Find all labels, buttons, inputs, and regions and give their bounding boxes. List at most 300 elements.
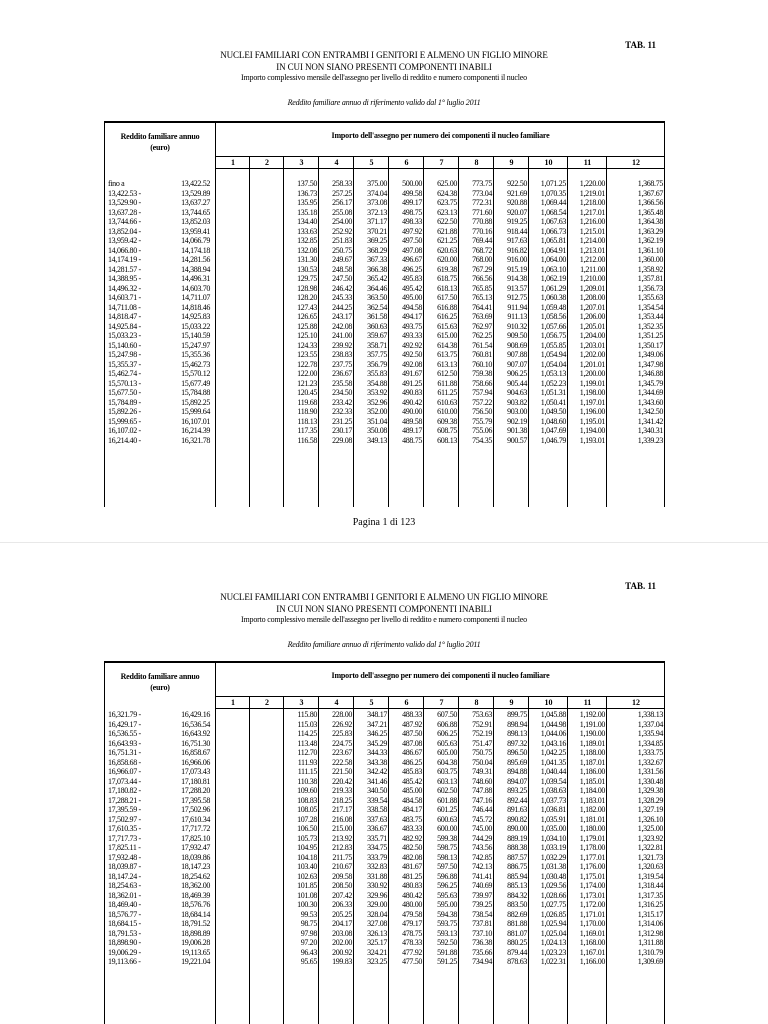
table-row	[104, 843, 665, 853]
amount-cell: 1,210.00	[579, 274, 605, 283]
amount-cell: 200.92	[332, 947, 352, 957]
amount-cell: 1,331.56	[637, 767, 663, 776]
amount-cell: 489.17	[402, 426, 422, 435]
amount-cell: 98.75	[300, 919, 317, 928]
income-from: 17,288.21 -	[108, 795, 141, 805]
amount-cell: 734.94	[472, 957, 492, 966]
amount-cell: 1,346.88	[637, 369, 663, 378]
amount-cell: 1,327.19	[637, 805, 663, 814]
amount-cell: 497.50	[402, 236, 422, 245]
table-row	[104, 862, 665, 872]
amount-cell: 256.17	[332, 198, 352, 207]
amount-column-header: Importo dell'assegno per numero dei componenti il nucleo familiare	[331, 671, 550, 680]
amount-cell: 349.13	[367, 435, 387, 445]
income-to: 17,180.81	[181, 776, 210, 786]
income-to: 17,932.47	[181, 843, 210, 852]
amount-cell: 921.69	[507, 188, 527, 198]
amount-cell: 1,204.00	[579, 331, 605, 340]
component-number: 12	[632, 158, 640, 167]
income-from: 15,784.89 -	[108, 397, 141, 407]
component-number: 9	[509, 158, 514, 167]
amount-cell: 330.92	[367, 881, 387, 890]
income-to: 16,643.92	[181, 729, 210, 738]
income-from: 13,637.28 -	[108, 207, 141, 217]
amount-cell: 364.46	[367, 283, 387, 293]
amount-cell: 492.50	[402, 350, 422, 359]
amount-cell: 111.15	[297, 767, 317, 776]
amount-cell: 1,322.81	[637, 843, 663, 852]
amount-cell: 1,175.01	[579, 871, 605, 881]
component-number: 5	[369, 698, 374, 707]
amount-cell: 1,184.00	[579, 786, 605, 795]
amount-cell: 1,367.67	[637, 188, 663, 198]
amount-cell: 132.08	[297, 245, 317, 255]
amount-cell: 608.75	[437, 426, 457, 435]
table-row	[104, 246, 665, 256]
amount-cell: 621.25	[437, 236, 457, 245]
document-title-line2: IN CUI NON SIANO PRESENTI COMPONENTI INABILI	[276, 62, 492, 72]
amount-cell: 1,181.01	[579, 814, 605, 824]
amount-cell: 374.04	[367, 188, 387, 198]
amount-cell: 1,170.00	[579, 919, 605, 928]
amount-cell: 104.18	[297, 852, 317, 862]
table-row	[104, 938, 665, 948]
amount-cell: 771.60	[472, 207, 492, 217]
amount-cell: 1,349.06	[637, 350, 663, 359]
amount-cell: 327.08	[367, 919, 387, 928]
amount-cell: 605.00	[437, 748, 457, 757]
amount-cell: 337.63	[367, 814, 387, 824]
table-row	[104, 312, 665, 322]
amount-cell: 1,064.00	[540, 255, 566, 264]
amount-cell: 1,202.00	[579, 350, 605, 359]
table-row	[104, 369, 665, 379]
amount-cell: 495.83	[402, 274, 422, 283]
amount-cell: 623.75	[437, 198, 457, 207]
amount-cell: 1,026.85	[540, 909, 566, 919]
amount-cell: 1,347.98	[637, 359, 663, 369]
amount-cell: 1,314.06	[637, 919, 663, 928]
amount-cell: 101.08	[297, 890, 317, 900]
amount-cell: 118.13	[297, 416, 317, 426]
amount-cell: 1,356.73	[637, 283, 663, 293]
amount-cell: 1,350.17	[637, 340, 663, 350]
amount-cell: 756.50	[472, 407, 492, 416]
income-from: 14,066.80 -	[108, 245, 141, 255]
amount-cell: 1,186.00	[579, 767, 605, 776]
amount-cell: 889.19	[507, 833, 527, 843]
amount-cell: 1,041.35	[540, 757, 566, 767]
amount-cell: 482.50	[402, 843, 422, 852]
income-from: 17,073.44 -	[108, 776, 141, 786]
amount-cell: 495.00	[402, 293, 422, 302]
amount-cell: 593.75	[437, 919, 457, 928]
table-row	[104, 179, 665, 189]
amount-cell: 483.75	[402, 814, 422, 824]
income-from: 14,603.71 -	[108, 293, 141, 302]
table-row	[104, 891, 665, 901]
amount-cell: 1,047.69	[540, 426, 566, 435]
amount-cell: 604.38	[437, 757, 457, 767]
amount-cell: 100.30	[297, 900, 317, 909]
amount-cell: 129.75	[297, 274, 317, 283]
income-column-header: Reddito familiare annuo (euro)	[120, 132, 200, 152]
amount-cell: 121.23	[297, 378, 317, 388]
income-to: 14,066.79	[181, 236, 210, 245]
page-footer: Pagina 1 di 123	[352, 517, 416, 528]
income-from: 17,610.35 -	[108, 824, 141, 833]
income-to: 19,006.28	[181, 938, 210, 947]
amount-cell: 916.00	[507, 255, 527, 264]
amount-cell: 331.88	[367, 871, 387, 881]
amount-cell: 757.22	[472, 397, 492, 407]
amount-cell: 498.33	[402, 217, 422, 226]
amount-cell: 1,067.63	[540, 217, 566, 226]
amount-cell: 484.17	[402, 805, 422, 814]
tab-label: TAB. 11	[625, 581, 656, 591]
amount-cell: 773.04	[472, 188, 492, 198]
income-from: 14,496.32 -	[108, 283, 141, 293]
amount-cell: 907.88	[507, 350, 527, 359]
amount-cell: 375.00	[367, 179, 387, 188]
table-row	[104, 265, 665, 275]
table-row	[104, 274, 665, 284]
amount-cell: 1,052.23	[540, 378, 566, 388]
amount-cell: 894.07	[507, 776, 527, 786]
amount-cell: 102.63	[297, 871, 317, 881]
income-to: 15,033.22	[181, 321, 210, 331]
amount-cell: 1,201.01	[579, 359, 605, 369]
benefit-table	[104, 121, 665, 507]
amount-cell: 1,180.00	[579, 824, 605, 833]
income-to: 16,321.78	[181, 435, 210, 445]
amount-cell: 477.92	[402, 947, 422, 957]
amount-cell: 620.63	[437, 245, 457, 255]
amount-cell: 595.63	[437, 890, 457, 900]
table-row	[104, 417, 665, 427]
amount-cell: 885.94	[507, 871, 527, 881]
amount-cell: 487.92	[402, 719, 422, 729]
amount-cell: 1,188.00	[579, 748, 605, 757]
amount-cell: 361.58	[367, 312, 387, 321]
amount-cell: 898.13	[507, 729, 527, 738]
amount-cell: 1,196.00	[579, 407, 605, 416]
amount-cell: 480.42	[402, 890, 422, 900]
amount-cell: 124.33	[297, 340, 317, 350]
table-row	[104, 948, 665, 958]
amount-cell: 591.88	[437, 947, 457, 957]
amount-cell: 234.50	[332, 388, 352, 397]
income-from: 13,744.66 -	[108, 217, 141, 226]
income-from: 16,643.93 -	[108, 738, 141, 748]
amount-cell: 616.25	[437, 312, 457, 321]
amount-cell: 492.08	[402, 359, 422, 369]
document-title: NUCLEI FAMILIARI CON ENTRAMBI I GENITORI E ALMENO UN FIGLIO MINORE	[220, 50, 548, 60]
amount-cell: 1,050.41	[540, 397, 566, 407]
amount-cell: 1,029.56	[540, 881, 566, 890]
amount-cell: 887.57	[507, 852, 527, 862]
amount-cell: 1,033.19	[540, 843, 566, 852]
component-number-row	[104, 697, 665, 708]
amount-cell: 1,340.31	[637, 426, 663, 435]
amount-cell: 1,365.48	[637, 207, 663, 217]
component-number: 10	[544, 698, 553, 707]
amount-cell: 125.88	[297, 321, 317, 331]
amount-cell: 97.20	[300, 938, 317, 947]
income-to: 15,677.49	[181, 378, 210, 388]
amount-cell: 107.28	[297, 814, 317, 824]
amount-cell: 208.50	[332, 881, 352, 890]
income-to: 16,966.06	[181, 757, 210, 767]
amount-cell: 606.25	[437, 729, 457, 738]
amount-cell: 245.33	[332, 293, 352, 302]
amount-cell: 593.13	[437, 928, 457, 938]
amount-cell: 232.33	[332, 407, 352, 416]
income-to: 13,422.52	[181, 179, 210, 188]
document-subtitle: Importo complessivo mensile dell'assegno per livello di reddito e numero componenti il nucleo	[241, 73, 527, 82]
amount-cell: 1,045.88	[540, 710, 566, 719]
amount-cell: 500.00	[402, 179, 422, 188]
table-row	[104, 436, 665, 446]
amount-cell: 768.72	[472, 245, 492, 255]
amount-cell: 609.38	[437, 416, 457, 426]
component-number: 9	[509, 698, 514, 707]
amount-cell: 116.58	[297, 435, 317, 445]
table-row	[104, 853, 665, 863]
amount-cell: 1,190.00	[579, 729, 605, 738]
amount-cell: 126.65	[297, 312, 317, 321]
amount-cell: 371.17	[367, 217, 387, 226]
amount-cell: 480.83	[402, 881, 422, 890]
amount-cell: 499.58	[402, 188, 422, 198]
amount-cell: 752.91	[472, 719, 492, 729]
table-row	[104, 350, 665, 360]
table-row	[104, 388, 665, 398]
amount-cell: 338.58	[367, 805, 387, 814]
amount-cell: 910.32	[507, 321, 527, 331]
amount-cell: 1,208.00	[579, 293, 605, 302]
amount-cell: 324.21	[367, 947, 387, 957]
amount-cell: 105.73	[297, 833, 317, 843]
amount-cell: 881.07	[507, 928, 527, 938]
amount-cell: 903.82	[507, 397, 527, 407]
amount-cell: 335.71	[367, 833, 387, 843]
amount-cell: 599.38	[437, 833, 457, 843]
amount-cell: 323.25	[367, 957, 387, 966]
amount-cell: 1,035.91	[540, 814, 566, 824]
amount-cell: 1,044.98	[540, 719, 566, 729]
income-to: 14,711.07	[181, 293, 210, 302]
income-from: 17,717.73 -	[108, 833, 141, 843]
amount-cell: 610.00	[437, 407, 457, 416]
amount-cell: 1,063.10	[540, 264, 566, 274]
amount-cell: 612.50	[437, 369, 457, 378]
amount-cell: 615.63	[437, 321, 457, 331]
amount-cell: 1,199.01	[579, 378, 605, 388]
table-row	[104, 786, 665, 796]
amount-cell: 1,362.19	[637, 236, 663, 245]
amount-cell: 752.19	[472, 729, 492, 738]
amount-cell: 602.50	[437, 786, 457, 795]
amount-cell: 132.85	[297, 236, 317, 245]
income-from: 18,898.90 -	[108, 938, 141, 947]
income-from: 17,180.82 -	[108, 786, 141, 795]
amount-cell: 229.08	[332, 435, 352, 445]
amount-cell: 607.50	[437, 710, 457, 719]
amount-cell: 1,354.54	[637, 302, 663, 312]
amount-cell: 1,027.75	[540, 900, 566, 909]
amount-cell: 127.43	[297, 302, 317, 312]
income-to: 18,898.89	[181, 928, 210, 938]
amount-cell: 919.25	[507, 217, 527, 226]
income-from: 19,113.66 -	[108, 957, 141, 966]
amount-cell: 111.93	[297, 757, 317, 767]
amount-cell: 1,039.54	[540, 776, 566, 786]
tab-label: TAB. 11	[625, 40, 656, 50]
table-row	[104, 360, 665, 370]
amount-cell: 897.32	[507, 738, 527, 748]
amount-cell: 765.85	[472, 283, 492, 293]
amount-cell: 739.97	[472, 890, 492, 900]
amount-cell: 598.75	[437, 843, 457, 852]
amount-cell: 1,049.50	[540, 407, 566, 416]
component-number: 7	[439, 698, 444, 707]
amount-cell: 216.08	[332, 814, 352, 824]
amount-cell: 748.60	[472, 776, 492, 786]
amount-cell: 1,360.00	[637, 255, 663, 264]
amount-cell: 1,217.01	[579, 207, 605, 217]
amount-cell: 237.75	[332, 359, 352, 369]
amount-cell: 218.25	[332, 795, 352, 805]
amount-cell: 1,169.01	[579, 928, 605, 938]
amount-cell: 1,040.44	[540, 767, 566, 776]
income-to: 18,147.23	[181, 862, 210, 871]
component-number: 5	[369, 158, 374, 167]
income-to: 16,751.30	[181, 738, 210, 748]
amount-cell: 122.00	[297, 369, 317, 378]
income-from: 17,502.97 -	[108, 814, 141, 824]
amount-cell: 482.08	[402, 852, 422, 862]
amount-cell: 1,329.38	[637, 786, 663, 795]
amount-cell: 1,055.85	[540, 340, 566, 350]
amount-cell: 247.50	[332, 274, 352, 283]
amount-cell: 907.07	[507, 359, 527, 369]
income-from: 14,818.47 -	[108, 312, 141, 321]
amount-cell: 496.25	[402, 264, 422, 274]
amount-cell: 255.08	[332, 207, 352, 217]
income-to: 18,684.14	[181, 909, 210, 919]
amount-cell: 1,173.01	[579, 890, 605, 900]
amount-cell: 1,195.01	[579, 416, 605, 426]
amount-cell: 1,168.00	[579, 938, 605, 947]
amount-cell: 354.88	[367, 378, 387, 388]
amount-cell: 490.42	[402, 397, 422, 407]
amount-cell: 350.08	[367, 426, 387, 435]
amount-cell: 136.73	[297, 188, 317, 198]
amount-cell: 1,355.63	[637, 293, 663, 302]
amount-cell: 199.83	[332, 957, 352, 966]
amount-cell: 753.63	[472, 710, 492, 719]
amount-cell: 1,207.01	[579, 302, 605, 312]
amount-cell: 104.95	[297, 843, 317, 852]
amount-cell: 1,361.10	[637, 245, 663, 255]
amount-cell: 484.58	[402, 795, 422, 805]
amount-cell: 1,366.56	[637, 198, 663, 207]
amount-cell: 498.75	[402, 207, 422, 217]
amount-cell: 329.00	[367, 900, 387, 909]
amount-cell: 595.00	[437, 900, 457, 909]
income-to: 14,281.56	[181, 255, 210, 264]
income-from: 14,925.84 -	[108, 321, 141, 331]
amount-cell: 336.67	[367, 824, 387, 833]
amount-cell: 1,179.01	[579, 833, 605, 843]
amount-cell: 617.50	[437, 293, 457, 302]
income-to: 17,073.43	[181, 767, 210, 776]
amount-cell: 251.83	[332, 236, 352, 245]
amount-cell: 487.50	[402, 729, 422, 738]
income-to: 15,462.73	[181, 359, 210, 369]
amount-cell: 344.33	[367, 748, 387, 757]
amount-cell: 911.94	[507, 302, 527, 312]
amount-cell: 137.50	[297, 179, 317, 188]
component-number: 3	[299, 158, 304, 167]
amount-cell: 246.42	[332, 283, 352, 293]
amount-cell: 613.75	[437, 350, 457, 359]
amount-cell: 754.35	[472, 435, 492, 445]
income-from: 17,932.48 -	[108, 852, 141, 862]
amount-cell: 128.98	[297, 283, 317, 293]
income-to: 18,791.52	[181, 919, 210, 928]
amount-cell: 762.97	[472, 321, 492, 331]
amount-cell: 1,214.00	[579, 236, 605, 245]
amount-cell: 622.50	[437, 217, 457, 226]
amount-cell: 332.83	[367, 862, 387, 871]
amount-cell: 223.67	[332, 748, 352, 757]
amount-cell: 611.88	[437, 378, 457, 388]
income-to: 18,469.39	[181, 890, 210, 900]
amount-cell: 1,064.91	[540, 245, 566, 255]
table-row	[104, 824, 665, 834]
table-row	[104, 303, 665, 313]
amount-cell: 1,333.75	[637, 748, 663, 757]
amount-cell: 491.25	[402, 378, 422, 388]
amount-cell: 1,166.00	[579, 957, 605, 966]
amount-cell: 352.00	[367, 407, 387, 416]
table-row	[104, 236, 665, 246]
amount-cell: 747.16	[472, 795, 492, 805]
amount-cell: 97.98	[300, 928, 317, 938]
amount-cell: 1,061.29	[540, 283, 566, 293]
amount-cell: 211.75	[332, 852, 352, 862]
amount-cell: 115.80	[297, 710, 317, 719]
component-number: 1	[231, 158, 235, 167]
amount-cell: 1,062.19	[540, 274, 566, 283]
amount-cell: 492.92	[402, 340, 422, 350]
amount-cell: 1,317.35	[637, 890, 663, 900]
amount-cell: 215.00	[332, 824, 352, 833]
amount-cell: 117.35	[297, 426, 317, 435]
component-number: 6	[404, 698, 409, 707]
amount-cell: 594.38	[437, 909, 457, 919]
amount-cell: 326.13	[367, 928, 387, 938]
amount-cell: 370.21	[367, 226, 387, 236]
table-row	[104, 208, 665, 218]
amount-cell: 1,203.01	[579, 340, 605, 350]
amount-cell: 1,059.48	[540, 302, 566, 312]
reference-note: Reddito familiare annuo di riferimento valido dal 1° luglio 2011	[287, 640, 481, 649]
amount-cell: 911.13	[507, 312, 527, 321]
table-row	[104, 407, 665, 417]
